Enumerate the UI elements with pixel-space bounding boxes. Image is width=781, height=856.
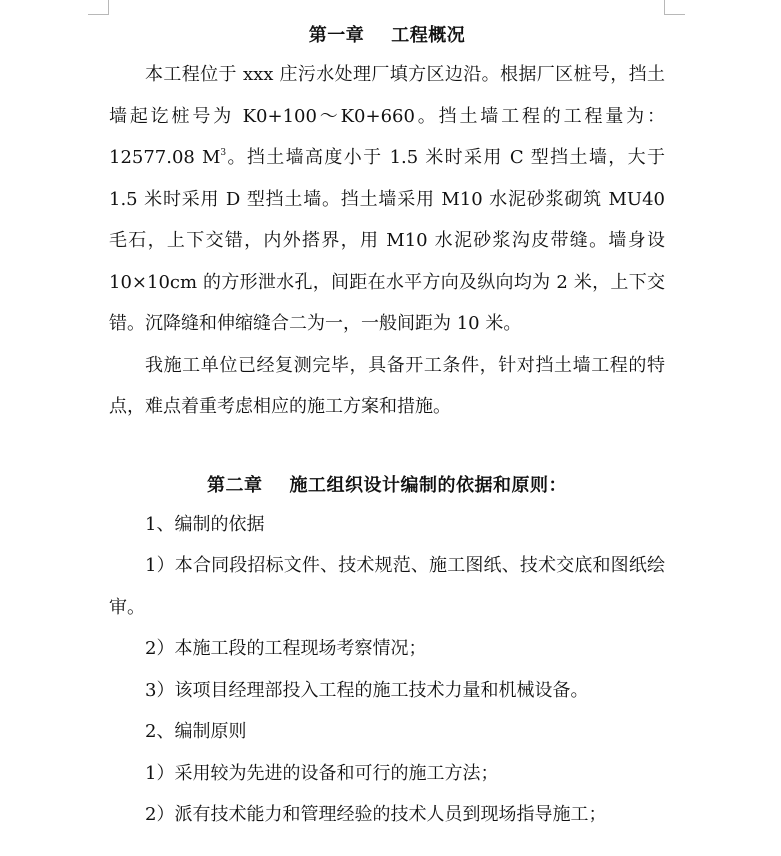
chapter2-title: 第二章 施工组织设计编制的依据和原则：: [206, 474, 568, 496]
chapter1-p1-superscript: 3: [220, 148, 227, 158]
chapter2-item-7: 2）派有技术能力和管理经验的技术人员到现场指导施工；: [145, 804, 607, 825]
chapter2-item-4: 3）该项目经理部投入工程的施工技术力量和机械设备。: [145, 679, 589, 701]
crop-mark-top-left: [88, 0, 109, 15]
section-spacer: [109, 428, 665, 468]
chapter1-title: 第一章 工程概况: [308, 25, 466, 46]
chapter2-item-2: 1）本合同段招标文件、技术规范、施工图纸、技术交底和图纸绘审。: [109, 555, 665, 618]
chapter1-paragraph-1: [109, 54, 665, 345]
chapter1-p1-text-b: 。挡土墙高度小于 1.5 米时采用 C 型挡土墙，大于 1.5 米时采用 D 型挡土墙。挡土墙采用 M10 水泥砂浆砌筑 MU40 毛石，上下交错，内外搭界，用 M10 水泥砂浆沟皮带缝。墙身设 10×10cm 的方形泄水孔，间距在水平方向及纵向均为 2 米，上下交错。沉降缝和伸缩缝合二为一，一般间距为 10 米。: [109, 147, 665, 334]
chapter2-item-3: 2）本施工段的工程现场考察情况；: [145, 638, 427, 659]
document-body: [109, 18, 665, 836]
crop-mark-top-right: [664, 0, 685, 15]
chapter2-item-1: 1、编制的依据: [145, 513, 265, 535]
chapter1-p1-text-a: 本工程位于 xxx 庄污水处理厂填方区边沿。根据厂区桩号，挡土墙起讫桩号为 K0+100～K0+660。挡土墙工程的工程量为：12577.08 M: [109, 64, 665, 168]
chapter2-item-6: 1）采用较为先进的设备和可行的施工方法；: [145, 762, 499, 784]
chapter1-paragraph-2: 我施工单位已经复测完毕，具备开工条件，针对挡土墙工程的特点，难点着重考虑相应的施工方案和措施。: [109, 354, 665, 417]
chapter2-item-5: 2、编制原则: [145, 721, 247, 742]
